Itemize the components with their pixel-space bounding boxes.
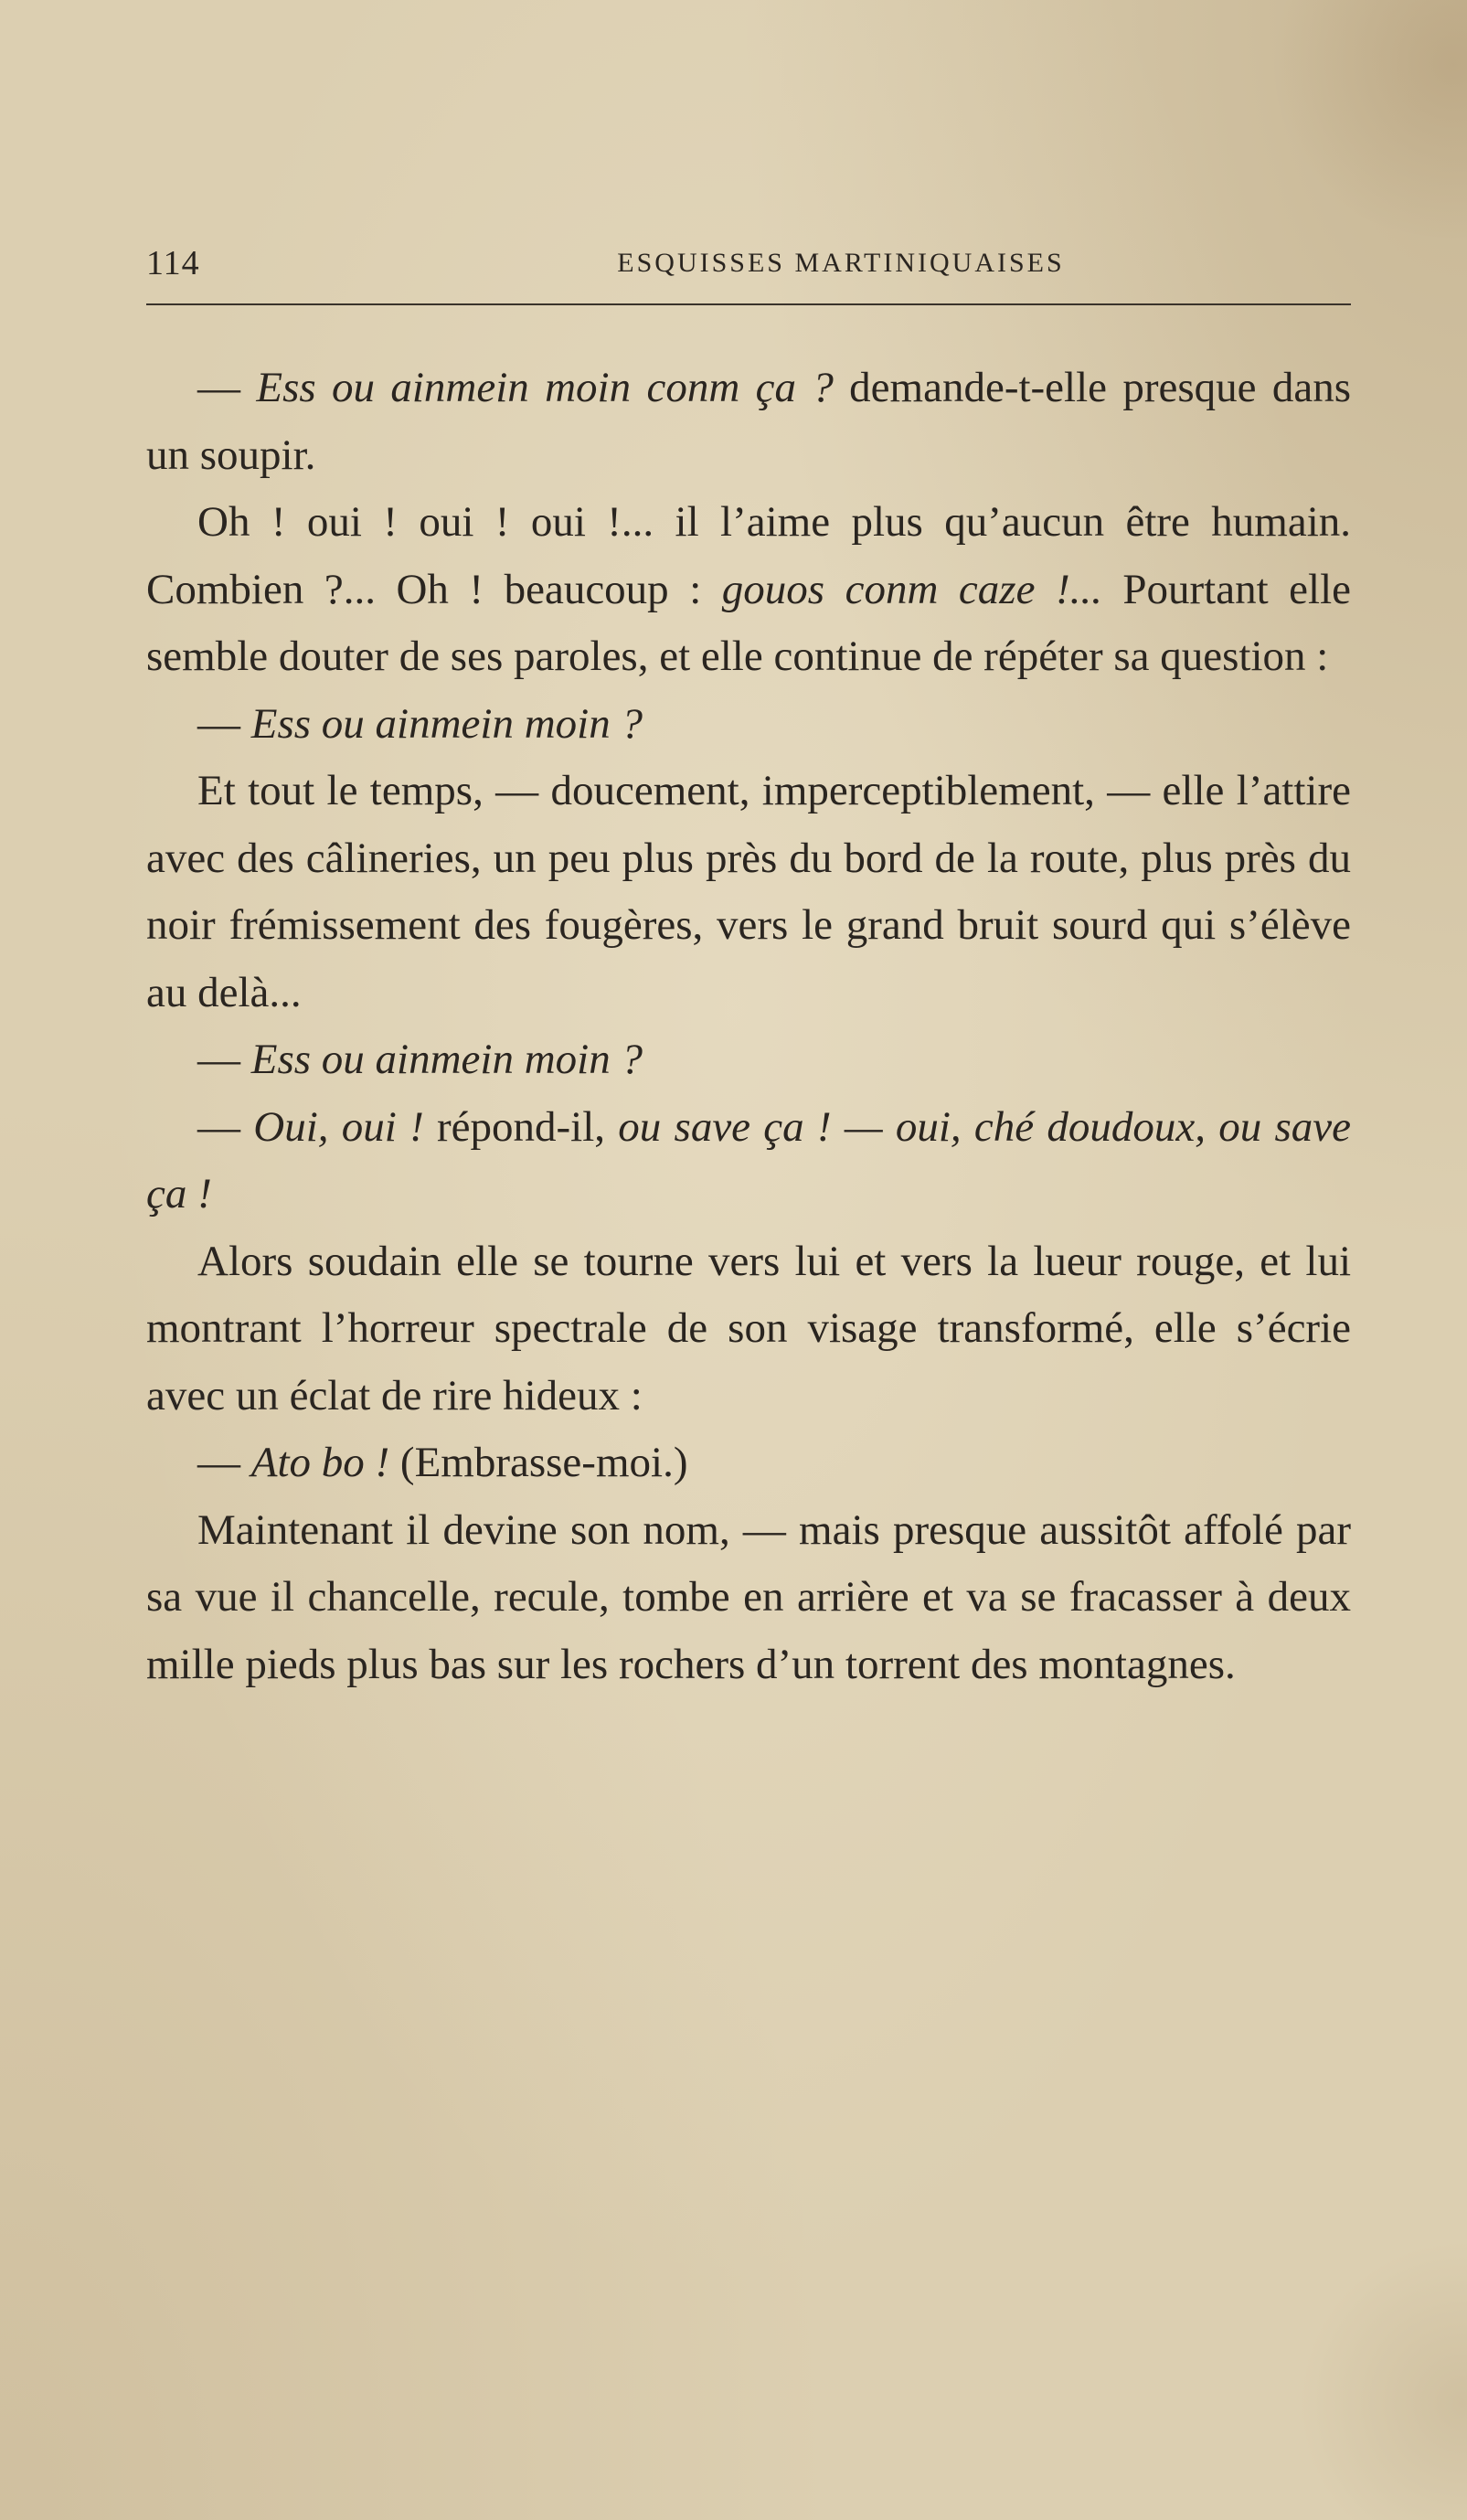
header-rule: [146, 303, 1351, 305]
paragraph: [146, 1228, 1351, 1430]
text-run: —: [197, 699, 251, 748]
body-text: [146, 355, 1351, 1698]
running-title: ESQUISSES MARTINIQUAISES: [617, 248, 1065, 278]
creole-phrase: gouos conm caze !...: [721, 565, 1102, 613]
text-run: —: [197, 364, 257, 411]
paragraph: [146, 1094, 1351, 1228]
creole-phrase: Ess ou ainmein moin ?: [250, 699, 643, 748]
page-header: [146, 236, 1351, 291]
paragraph: [146, 1497, 1351, 1699]
creole-phrase: Ess ou ainmein moin conm ça ?: [256, 364, 834, 411]
creole-phrase: ou save ça ! — oui, ché doudoux, ou save ça !: [146, 1102, 1352, 1217]
text-run: Et tout le temps, — doucement, imperceptiblement, — elle l’attire avec des câlineries, un peu plus près du bord de la route, plus près du noir frémissement des fougères, vers le grand bruit sourd qui s’élève au delà...: [146, 767, 1351, 1016]
text-run: demande-t-elle presque dans un soupir.: [146, 364, 1352, 479]
text-run: —: [197, 1439, 251, 1486]
paragraph: [146, 489, 1351, 691]
text-run: Maintenant il devine son nom, — mais presque aussitôt affolé par sa vue il chancelle, recule, tombe en arrière et va se fracasser à deux mille pieds plus bas sur les rochers d’un torrent des montagnes.: [146, 1505, 1351, 1688]
paragraph: [146, 1026, 1351, 1094]
page-number: 114: [146, 244, 200, 282]
paper-stain: [1298, 2239, 1467, 2520]
text-run: (Embrasse-moi.): [389, 1439, 688, 1486]
text-run: —: [197, 1102, 254, 1151]
text-run: répond-il,: [423, 1102, 619, 1151]
text-run: Pourtant elle semble douter de ses paroles, et elle continue de répéter sa question :: [146, 565, 1351, 680]
creole-phrase: Ess ou ainmein moin ?: [250, 1036, 643, 1083]
creole-phrase: Oui, oui !: [253, 1102, 424, 1151]
paragraph: [146, 355, 1351, 489]
paragraph: [146, 691, 1351, 759]
text-run: —: [197, 1036, 251, 1083]
creole-phrase: Ato bo !: [250, 1439, 390, 1486]
text-run: Oh ! oui ! oui ! oui !... il l’aime plus qu’aucun être humain. Combien ?... Oh ! beaucoup :: [146, 498, 1351, 613]
paragraph: [146, 1430, 1351, 1497]
paragraph: [146, 758, 1351, 1026]
paper-stain: [1261, 0, 1467, 238]
text-run: Alors soudain elle se tourne vers lui et vers la lueur rouge, et lui montrant l’horreur spectrale de son visage transformé, elle s’écrie avec un éclat de rire hideux :: [146, 1237, 1351, 1419]
